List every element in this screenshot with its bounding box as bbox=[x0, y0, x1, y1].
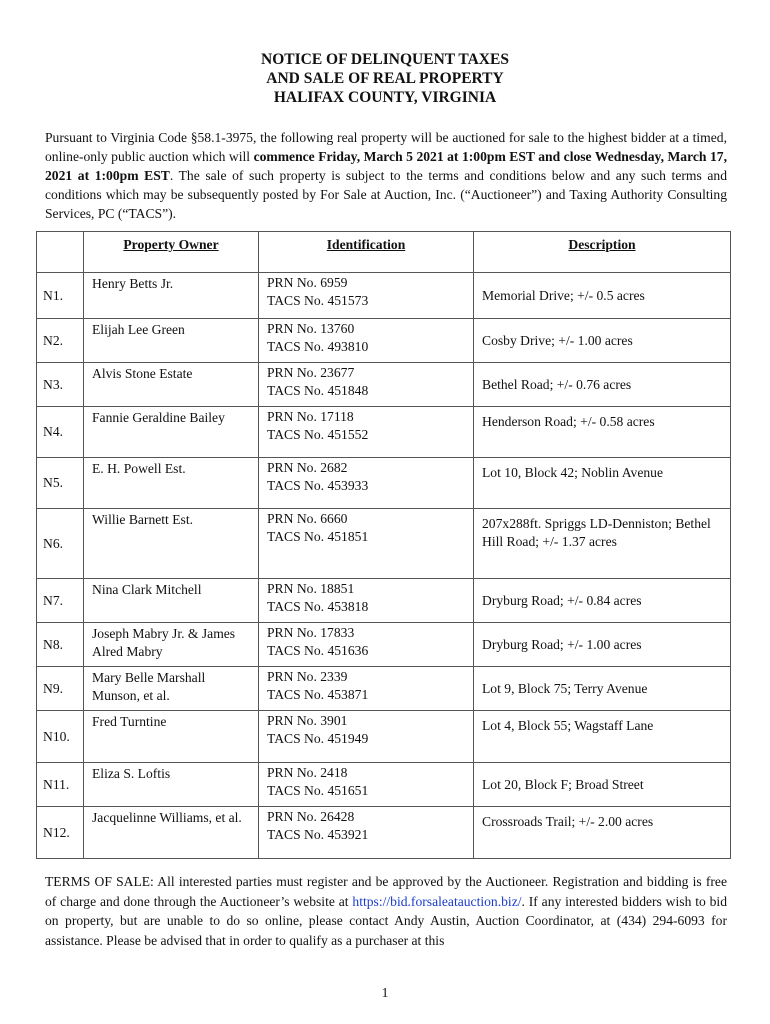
property-owner: Nina Clark Mitchell bbox=[84, 579, 259, 623]
property-description: Bethel Road; +/- 0.76 acres bbox=[474, 363, 731, 407]
terms-of-sale bbox=[45, 872, 727, 950]
table-row bbox=[37, 667, 731, 711]
table-row bbox=[37, 623, 731, 667]
prn-number: PRN No. 2339 bbox=[267, 669, 348, 684]
prn-number: PRN No. 13760 bbox=[267, 321, 355, 336]
row-number: N6. bbox=[37, 509, 84, 579]
identification bbox=[259, 458, 474, 509]
table-header-row bbox=[37, 232, 731, 273]
row-number: N2. bbox=[37, 319, 84, 363]
auctioneer-website-link[interactable]: https://bid.forsaleatauction.biz/ bbox=[352, 893, 522, 909]
prn-number: PRN No. 26428 bbox=[267, 809, 355, 824]
property-description: 207x288ft. Spriggs LD-Denniston; Bethel Hill Road; +/- 1.37 acres bbox=[474, 509, 731, 579]
property-description: Henderson Road; +/- 0.58 acres bbox=[474, 407, 731, 458]
prn-number: PRN No. 3901 bbox=[267, 713, 348, 728]
table-row bbox=[37, 763, 731, 807]
prn-number: PRN No. 17833 bbox=[267, 625, 355, 640]
identification bbox=[259, 807, 474, 859]
title-line-2: AND SALE OF REAL PROPERTY bbox=[266, 70, 504, 87]
row-number: N9. bbox=[37, 667, 84, 711]
identification bbox=[259, 319, 474, 363]
table-row bbox=[37, 273, 731, 319]
prn-number: PRN No. 18851 bbox=[267, 581, 355, 596]
identification bbox=[259, 763, 474, 807]
property-owner: Willie Barnett Est. bbox=[84, 509, 259, 579]
identification bbox=[259, 667, 474, 711]
header-number bbox=[37, 232, 84, 273]
property-owner: Elijah Lee Green bbox=[84, 319, 259, 363]
property-owner: Fred Turntine bbox=[84, 711, 259, 763]
property-owner: Eliza S. Loftis bbox=[84, 763, 259, 807]
row-number: N5. bbox=[37, 458, 84, 509]
property-description: Lot 10, Block 42; Noblin Avenue bbox=[474, 458, 731, 509]
tacs-number: TACS No. 451636 bbox=[267, 643, 369, 658]
prn-number: PRN No. 2418 bbox=[267, 765, 348, 780]
terms-text-2: . If any interested bidders wish to bid on property, but are unable to do so online, please contact Andy Austin, Auction Coordinator, at (434) 294-6093 for assistance. Please be advised that in order to qualify as a purchaser at this bbox=[45, 893, 727, 948]
row-number: N1. bbox=[37, 273, 84, 319]
prn-number: PRN No. 23677 bbox=[267, 365, 355, 380]
prn-number: PRN No. 6660 bbox=[267, 511, 348, 526]
intro-paragraph bbox=[45, 128, 727, 223]
tacs-number: TACS No. 493810 bbox=[267, 339, 369, 354]
auction-dates: commence Friday, March 5 2021 at 1:00pm EST and close Wednesday, March 17, 2021 at 1:00pm EST bbox=[45, 149, 727, 183]
identification bbox=[259, 623, 474, 667]
row-number: N4. bbox=[37, 407, 84, 458]
tacs-number: TACS No. 451949 bbox=[267, 731, 369, 746]
table-row bbox=[37, 509, 731, 579]
identification bbox=[259, 273, 474, 319]
row-number: N10. bbox=[37, 711, 84, 763]
property-owner: Henry Betts Jr. bbox=[84, 273, 259, 319]
table-row bbox=[37, 407, 731, 458]
notice-title bbox=[0, 50, 770, 107]
property-owner: Fannie Geraldine Bailey bbox=[84, 407, 259, 458]
tacs-number: TACS No. 453921 bbox=[267, 827, 369, 842]
tacs-number: TACS No. 451573 bbox=[267, 293, 369, 308]
tacs-number: TACS No. 451651 bbox=[267, 783, 369, 798]
identification bbox=[259, 579, 474, 623]
intro-text-1: Pursuant to Virginia Code §58.1-3975, the following real property will be auctioned for sale to the highest bidder at a timed, online-only public auction which will bbox=[45, 130, 727, 164]
property-owner: Alvis Stone Estate bbox=[84, 363, 259, 407]
table-row bbox=[37, 579, 731, 623]
property-description: Crossroads Trail; +/- 2.00 acres bbox=[474, 807, 731, 859]
property-owner: E. H. Powell Est. bbox=[84, 458, 259, 509]
table-row bbox=[37, 458, 731, 509]
table-row bbox=[37, 363, 731, 407]
prn-number: PRN No. 2682 bbox=[267, 460, 348, 475]
table-row bbox=[37, 711, 731, 763]
tacs-number: TACS No. 451552 bbox=[267, 427, 369, 442]
property-description: Memorial Drive; +/- 0.5 acres bbox=[474, 273, 731, 319]
prn-number: PRN No. 17118 bbox=[267, 409, 354, 424]
row-number: N3. bbox=[37, 363, 84, 407]
property-owner: Jacquelinne Williams, et al. bbox=[84, 807, 259, 859]
header-identification: Identification bbox=[259, 232, 474, 273]
row-number: N7. bbox=[37, 579, 84, 623]
tacs-number: TACS No. 451851 bbox=[267, 529, 369, 544]
intro-text-2: . The sale of such property is subject to the terms and conditions below and any such terms and conditions which may be subsequently posted by For Sale at Auction, Inc. (“Auctioneer”) and Taxing Authority Consulting Services, PC (“TACS”). bbox=[45, 168, 727, 221]
table-row bbox=[37, 807, 731, 859]
property-description: Lot 4, Block 55; Wagstaff Lane bbox=[474, 711, 731, 763]
property-description: Dryburg Road; +/- 0.84 acres bbox=[474, 579, 731, 623]
property-owner: Joseph Mabry Jr. & James Alred Mabry bbox=[84, 623, 259, 667]
identification bbox=[259, 363, 474, 407]
property-owner: Mary Belle Marshall Munson, et al. bbox=[84, 667, 259, 711]
row-number: N8. bbox=[37, 623, 84, 667]
identification bbox=[259, 711, 474, 763]
header-owner: Property Owner bbox=[84, 232, 259, 273]
property-table bbox=[36, 231, 731, 859]
tacs-number: TACS No. 451848 bbox=[267, 383, 369, 398]
prn-number: PRN No. 6959 bbox=[267, 275, 348, 290]
table-row bbox=[37, 319, 731, 363]
tacs-number: TACS No. 453933 bbox=[267, 478, 369, 493]
property-description: Lot 9, Block 75; Terry Avenue bbox=[474, 667, 731, 711]
property-description: Dryburg Road; +/- 1.00 acres bbox=[474, 623, 731, 667]
row-number: N11. bbox=[37, 763, 84, 807]
page-number: 1 bbox=[381, 985, 389, 1000]
row-number: N12. bbox=[37, 807, 84, 859]
property-description: Cosby Drive; +/- 1.00 acres bbox=[474, 319, 731, 363]
tacs-number: TACS No. 453871 bbox=[267, 687, 369, 702]
identification bbox=[259, 509, 474, 579]
title-line-3: HALIFAX COUNTY, VIRGINIA bbox=[273, 89, 497, 106]
title-line-1: NOTICE OF DELINQUENT TAXES bbox=[261, 51, 509, 68]
terms-text-1: TERMS OF SALE: All interested parties must register and be approved by the Auctioneer. Registration and bidding is free of charge and done through the Auctioneer’s website at bbox=[45, 874, 727, 909]
property-description: Lot 20, Block F; Broad Street bbox=[474, 763, 731, 807]
header-description: Description bbox=[474, 232, 731, 273]
identification bbox=[259, 407, 474, 458]
tacs-number: TACS No. 453818 bbox=[267, 599, 369, 614]
